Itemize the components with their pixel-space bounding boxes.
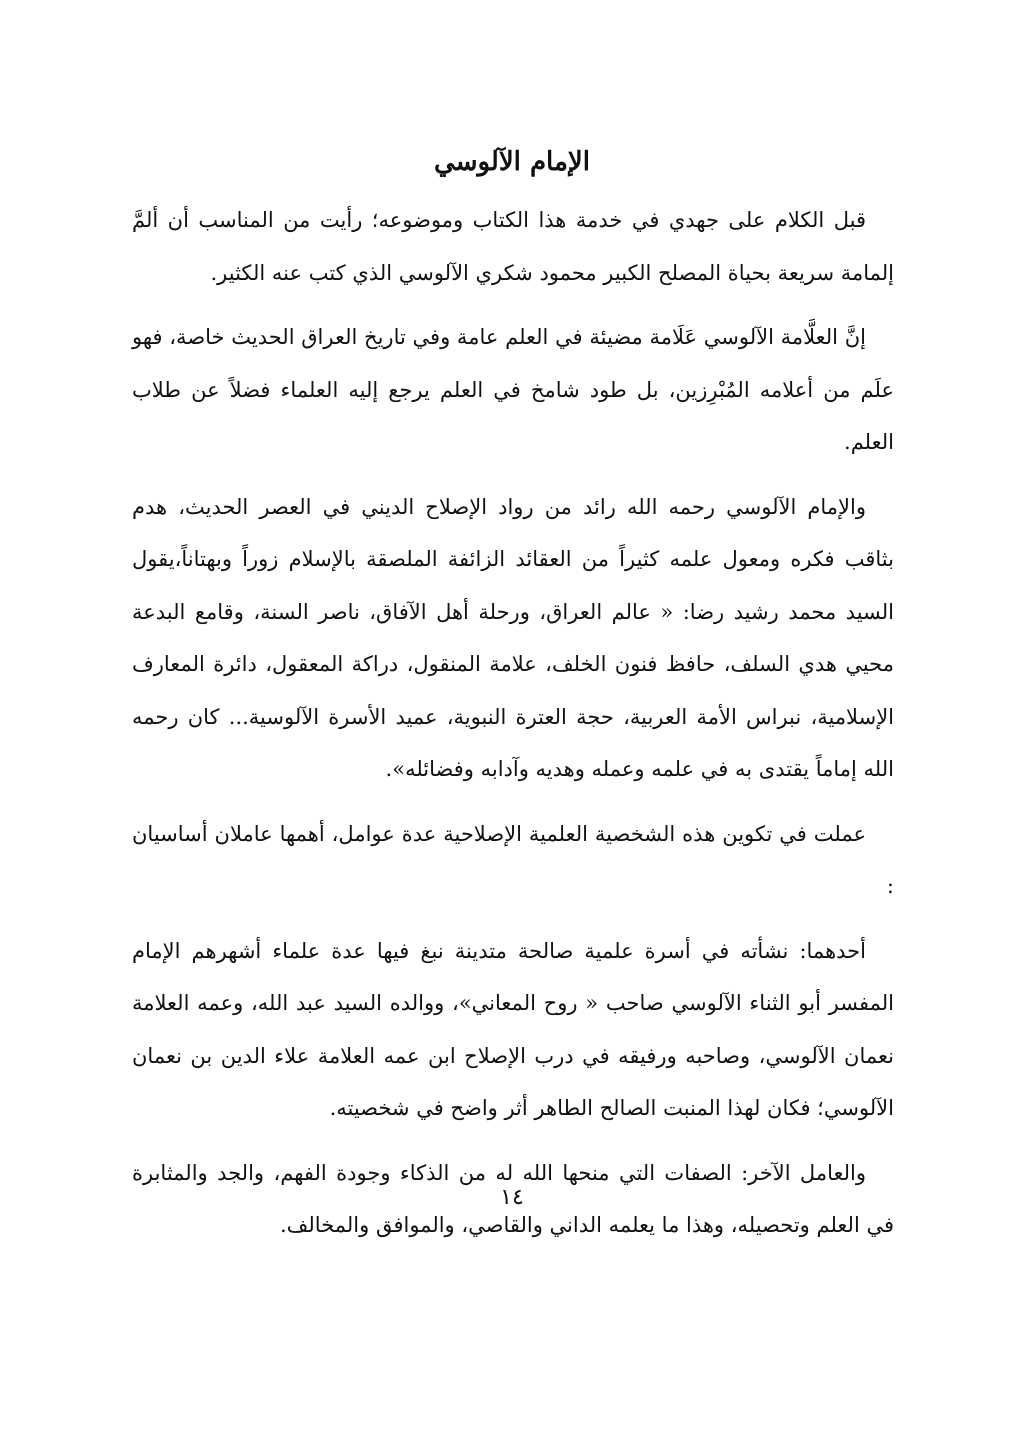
page-title: الإمام الآلوسي — [434, 147, 590, 177]
paragraph-second-factor: والعامل الآخر: الصفات التي منحها الله له من الذكاء وجودة الفهم، والجد والمثابرة في العلم وتحصيله، وهذا ما يعلمه الداني والقاصي، والموافق والمخالف. — [132, 1160, 894, 1237]
body-text — [132, 194, 894, 1264]
paragraph-intro: قبل الكلام على جهدي في خدمة هذا الكتاب وموضوعه؛ رأيت من المناسب أن ألمَّ إلمامة سريعة بحياة المصلح الكبير محمود شكري الآلوسي الذي كتب عنه الكثير. — [132, 208, 894, 285]
page-number: ١٤ — [500, 1185, 524, 1210]
paragraph-reform-quote: والإمام الآلوسي رحمه الله رائد من رواد الإصلاح الديني في العصر الحديث، هدم بثاقب فكره ومعول علمه كثيراً من العقائد الزائفة الملصقة بالإسلام زوراً وبهتاناً،يقول السيد محمد رشيد رضا: « عالم العراق، ورحلة أهل الآفاق، ناصر السنة، وقامع البدعة محيي هدي السلف، حافظ فنون الخلف، علامة المنقول، دراكة المعقول، دائرة المعارف الإسلامية، نبراس الأمة العربية، حجة العترة النبوية، عميد الأسرة الآلوسية... كان رحمه الله إماماً يقتدى به في علمه وعمله وهديه وآدابه وفضائله». — [132, 494, 894, 781]
paragraph-factors: عملت في تكوين هذه الشخصية العلمية الإصلاحية عدة عوامل، أهمها عاملان أساسيان : — [132, 821, 894, 898]
paragraph-scholar-status: إنَّ العلَّامة الآلوسي عَلَامة مضيئة في العلم عامة وفي تاريخ العراق الحديث خاصة، فهو علَم من أعلامه المُبْرِزين، بل طود شامخ في العلم يرجع إليه العلماء فضلاً عن طلاب العلم. — [132, 325, 894, 454]
paragraph-first-factor: أحدهما: نشأته في أسرة علمية صالحة متدينة نبغ فيها عدة علماء أشهرهم الإمام المفسر أبو الثناء الآلوسي صاحب « روح المعاني»، ووالده السيد عبد الله، وعمه العلامة نعمان الآلوسي، وصاحبه ورفيقه في درب الإصلاح ابن عمه العلامة علاء الدين بن نعمان الآلوسي؛ فكان لهذا المنبت الصالح الطاهر أثر واضح في شخصيته. — [132, 938, 894, 1120]
